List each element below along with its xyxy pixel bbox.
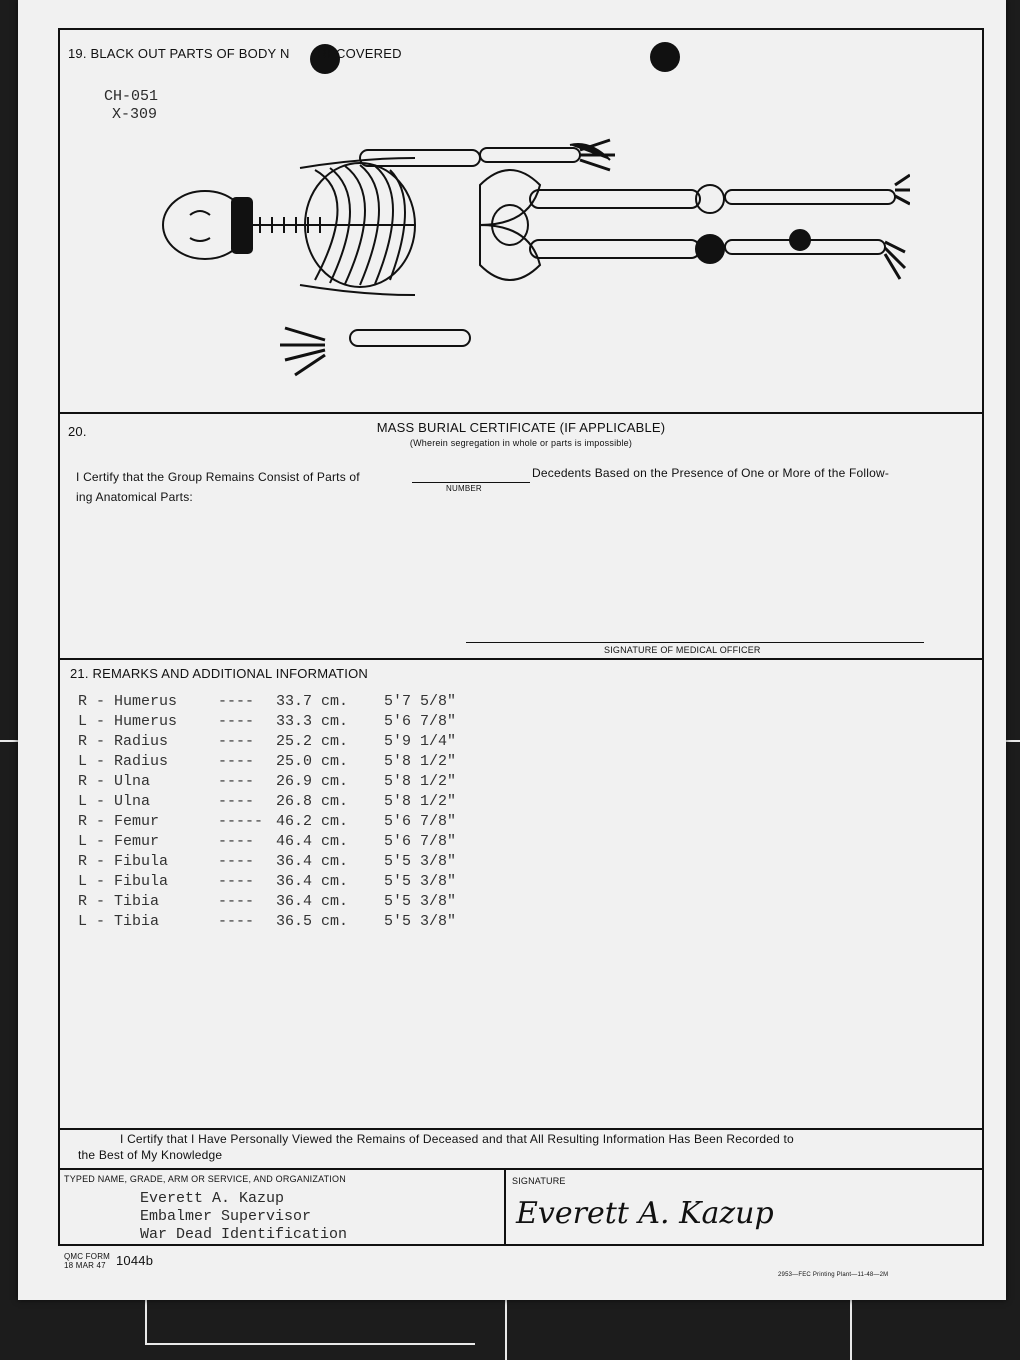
background-line [0, 740, 18, 742]
bone-name: R - Radius [78, 733, 169, 750]
remarks-row [78, 712, 484, 732]
length-cm: 25.0 cm. [276, 753, 349, 770]
dash-separator: ---- [218, 753, 255, 770]
remarks-title: 21. REMARKS AND ADDITIONAL INFORMATION [70, 666, 368, 681]
dash-separator: ---- [218, 893, 255, 910]
bone-name: L - Ulna [78, 793, 151, 810]
bone-name: R - Fibula [78, 853, 169, 870]
bone-name: R - Humerus [78, 693, 178, 710]
length-cm: 26.8 cm. [276, 793, 349, 810]
estimated-height: 5'6 7/8" [384, 813, 457, 830]
length-cm: 46.4 cm. [276, 833, 349, 850]
remarks-row [78, 912, 484, 932]
length-cm: 33.7 cm. [276, 693, 349, 710]
certification-line2: the Best of My Knowledge [78, 1148, 223, 1162]
estimated-height: 5'6 7/8" [384, 833, 457, 850]
bone-name: R - Ulna [78, 773, 151, 790]
form-number: 1044b [116, 1253, 154, 1268]
dash-separator: ----- [218, 813, 264, 830]
background-line [145, 1300, 147, 1345]
case-code: CH-051 [104, 88, 159, 105]
typed-name-label: TYPED NAME, GRADE, ARM OR SERVICE, AND ORGANIZATION [64, 1174, 346, 1184]
remarks-row [78, 872, 484, 892]
signature-label: SIGNATURE [512, 1176, 566, 1186]
remarks-row [78, 692, 484, 712]
skeleton-diagram [150, 90, 910, 390]
remarks-row [78, 752, 484, 772]
typed-title: Embalmer Supervisor [140, 1208, 312, 1225]
mass-burial-title: MASS BURIAL CERTIFICATE (IF APPLICABLE) [376, 420, 666, 435]
form-page [18, 0, 1006, 1300]
length-cm: 33.3 cm. [276, 713, 349, 730]
length-cm: 36.4 cm. [276, 873, 349, 890]
certify-text-c: ing Anatomical Parts: [76, 490, 193, 504]
estimated-height: 5'8 1/2" [384, 753, 457, 770]
remarks-row [78, 892, 484, 912]
dash-separator: ---- [218, 913, 255, 930]
form-frame [58, 28, 984, 1246]
length-cm: 36.4 cm. [276, 853, 349, 870]
typed-name: Everett A. Kazup [140, 1190, 285, 1207]
form-code: QMC FORM 18 MAR 47 [64, 1252, 111, 1270]
dash-separator: ---- [218, 793, 255, 810]
dash-separator: ---- [218, 833, 255, 850]
certify-text-b: Decedents Based on the Presence of One or More of the Follow- [532, 466, 890, 480]
number-blank[interactable] [412, 482, 530, 483]
estimated-height: 5'5 3/8" [384, 853, 457, 870]
dash-separator: ---- [218, 693, 255, 710]
section20-number: 20. [68, 424, 87, 439]
length-cm: 25.2 cm. [276, 733, 349, 750]
remarks-row [78, 812, 484, 832]
dash-separator: ---- [218, 873, 255, 890]
dash-separator: ---- [218, 733, 255, 750]
dash-separator: ---- [218, 713, 255, 730]
bone-name: L - Femur [78, 833, 160, 850]
handwritten-signature: Everett A. Kazup [516, 1196, 774, 1231]
estimated-height: 5'9 1/4" [384, 733, 457, 750]
background-line [850, 1300, 852, 1360]
background-line [505, 1300, 507, 1360]
printer-credit: 2953—FEC Printing Plant—11-48—2M [778, 1272, 889, 1278]
estimated-height: 5'8 1/2" [384, 793, 457, 810]
estimated-height: 5'8 1/2" [384, 773, 457, 790]
bone-name: L - Tibia [78, 913, 160, 930]
section-divider [60, 1128, 982, 1130]
bone-name: L - Humerus [78, 713, 178, 730]
remarks-row [78, 832, 484, 852]
estimated-height: 5'5 3/8" [384, 893, 457, 910]
estimated-height: 5'7 5/8" [384, 693, 457, 710]
length-cm: 36.4 cm. [276, 893, 349, 910]
length-cm: 36.5 cm. [276, 913, 349, 930]
number-label: NUMBER [446, 484, 482, 493]
section-divider [60, 1168, 982, 1170]
remarks-table [78, 692, 484, 932]
dash-separator: ---- [218, 853, 255, 870]
estimated-height: 5'5 3/8" [384, 873, 457, 890]
bone-name: L - Fibula [78, 873, 169, 890]
certify-text-a: I Certify that the Group Remains Consist of Parts of [76, 470, 360, 484]
bone-name: R - Femur [78, 813, 160, 830]
certification-line1: I Certify that I Have Personally Viewed the Remains of Deceased and that All Resulting Information Has Been Recorded to [120, 1132, 794, 1146]
remarks-row [78, 772, 484, 792]
remarks-row [78, 792, 484, 812]
typed-organization: War Dead Identification [140, 1226, 348, 1243]
dash-separator: ---- [218, 773, 255, 790]
remarks-row [78, 732, 484, 752]
medical-officer-signature-line[interactable] [466, 642, 924, 643]
section19-title: 19. BLACK OUT PARTS OF BODY N RECOVERED [68, 46, 402, 61]
medical-officer-signature-label: SIGNATURE OF MEDICAL OFFICER [604, 645, 761, 655]
background-line [145, 1343, 475, 1345]
background-line [1006, 740, 1020, 742]
bone-name: L - Radius [78, 753, 169, 770]
column-divider [504, 1168, 506, 1244]
estimated-height: 5'5 3/8" [384, 913, 457, 930]
estimated-height: 5'6 7/8" [384, 713, 457, 730]
section-divider [60, 658, 982, 660]
length-cm: 46.2 cm. [276, 813, 349, 830]
mass-burial-subtitle: (Wherein segregation in whole or parts is impossible) [409, 438, 633, 448]
remarks-row [78, 852, 484, 872]
bone-name: R - Tibia [78, 893, 160, 910]
case-code: X-309 [112, 106, 158, 123]
length-cm: 26.9 cm. [276, 773, 349, 790]
section-divider [60, 412, 982, 414]
